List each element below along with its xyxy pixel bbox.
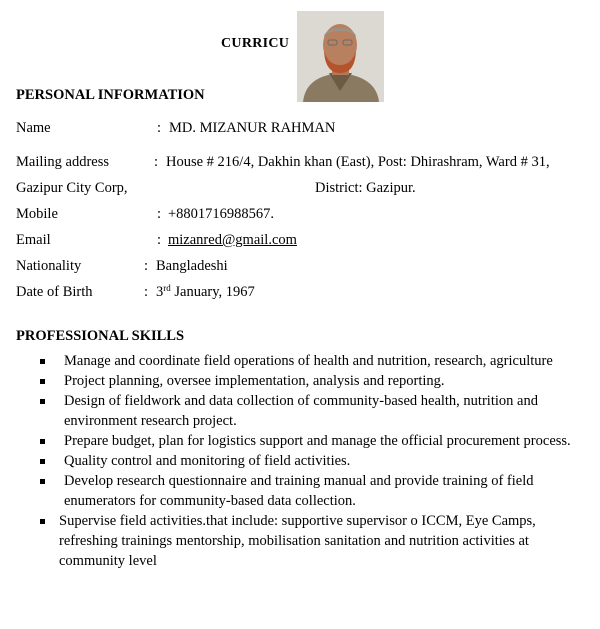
bullet-icon xyxy=(40,439,45,444)
skill-item: Manage and coordinate field operations of health and nutrition, research, agriculture xyxy=(40,351,588,371)
email-colon: : xyxy=(157,232,162,248)
mobile-label: Mobile xyxy=(16,206,58,222)
email-label: Email xyxy=(16,232,51,248)
nationality-value: Bangladeshi xyxy=(156,258,228,274)
bullet-icon xyxy=(40,399,45,404)
bullet-icon xyxy=(40,379,45,384)
dob-month-year: January, 1967 xyxy=(174,284,255,300)
bullet-icon xyxy=(40,359,45,364)
skill-item: Quality control and monitoring of field activities. xyxy=(40,451,588,471)
name-value: MD. MIZANUR RAHMAN xyxy=(169,120,336,136)
nationality-colon: : xyxy=(144,258,149,274)
skills-list xyxy=(40,351,588,571)
dob-day: 3 xyxy=(156,284,164,300)
date-of-birth-colon: : xyxy=(144,284,149,300)
skill-item: Design of fieldwork and data collection of community-based health, nutrition and environment research project. xyxy=(40,391,588,431)
portrait-image xyxy=(297,11,384,102)
date-of-birth-value xyxy=(156,284,255,301)
name-label: Name xyxy=(16,120,51,136)
profile-photo xyxy=(297,11,384,102)
bullet-icon xyxy=(40,519,45,524)
mailing-address-city: Gazipur City Corp, xyxy=(16,180,128,196)
skill-item: Develop research questionnaire and training manual and provide training of field enumerators for community-based data collection. xyxy=(40,471,588,511)
email-link[interactable]: mizanred@gmail.com xyxy=(168,232,297,248)
mailing-address-colon: : xyxy=(154,154,159,170)
date-of-birth-label: Date of Birth xyxy=(16,284,93,300)
mailing-address-district: District: Gazipur. xyxy=(315,180,416,196)
skill-item: Project planning, oversee implementation, analysis and reporting. xyxy=(40,371,588,391)
bullet-icon xyxy=(40,479,45,484)
mailing-address-value: House # 216/4, Dakhin khan (East), Post: Dhirashram, Ward # 31, xyxy=(166,154,550,170)
mailing-address-label: Mailing address xyxy=(16,154,110,170)
nationality-label: Nationality xyxy=(16,258,82,274)
mobile-colon: : xyxy=(157,206,162,222)
personal-information-heading: PERSONAL INFORMATION xyxy=(16,87,205,103)
mobile-value: +8801716988567. xyxy=(168,206,275,222)
name-colon: : xyxy=(157,120,162,136)
document-title: CURRICU xyxy=(221,36,290,51)
dob-ordinal-suffix: rd xyxy=(163,283,171,293)
skill-item: Supervise field activities.that include: supportive supervisor o ICCM, Eye Camps, refreshing trainings mentorship, mobilisation sanitation and nutrition activities at community level xyxy=(40,511,588,571)
skill-item: Prepare budget, plan for logistics support and manage the official procurement process. xyxy=(40,431,588,451)
professional-skills-heading: PROFESSIONAL SKILLS xyxy=(16,328,185,344)
bullet-icon xyxy=(40,459,45,464)
